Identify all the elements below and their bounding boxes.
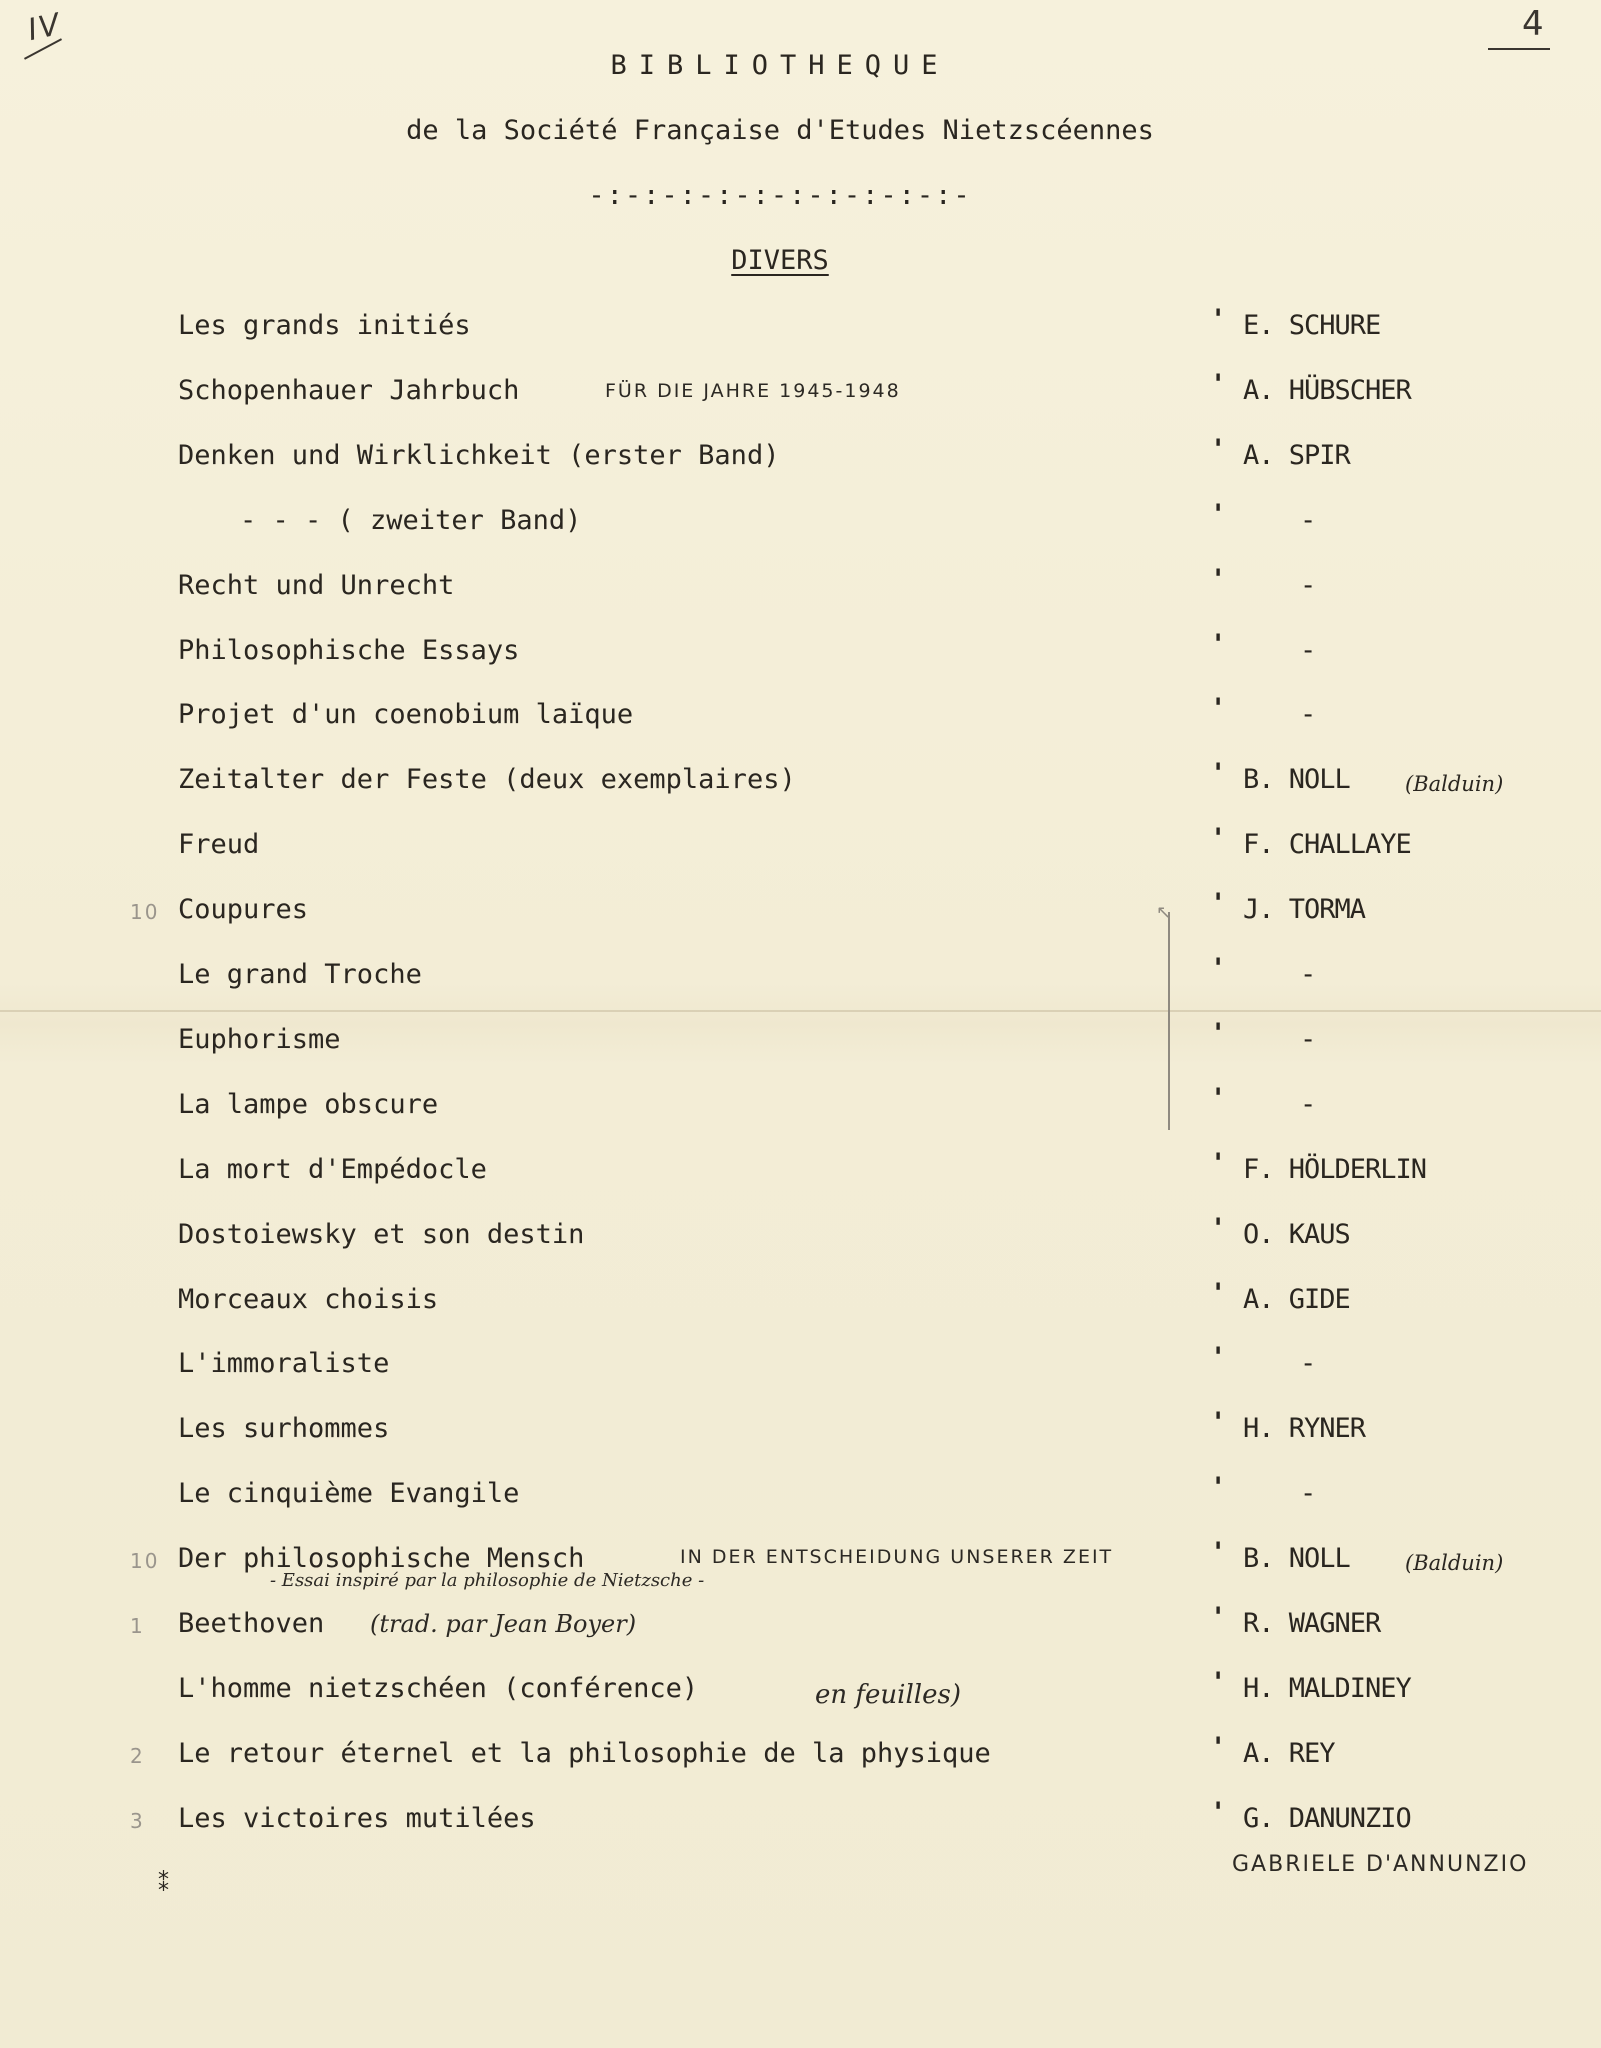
table-row [0,1474,1601,1514]
table-row [0,695,1601,735]
table-row [0,825,1601,865]
book-title: Der philosophische Mensch [178,1543,585,1575]
page-title: BIBLIOTHEQUE [610,50,950,81]
column-tick-mark: ' [1210,368,1227,400]
table-row [0,1731,1601,1774]
handwritten-note: FÜR DIE JAHRE 1945-1948 [605,379,901,402]
page-subtitle: de la Société Française d'Etudes Nietzscéennes [406,115,1154,146]
handwritten-note: (trad. par Jean Boyer) [370,1610,637,1638]
table-row [0,1409,1601,1449]
margin-pencil-mark: 2 [130,1743,145,1768]
page-number-annotation: 4 [1522,4,1546,44]
book-title: Les grands initiés [178,310,471,341]
book-title: Zeitalter der Feste (deux exemplaires) [178,764,796,796]
column-tick-mark: ' [1210,1277,1227,1309]
author-handwritten-note: (Balduin) [1405,772,1504,797]
book-title: Freud [178,829,260,861]
book-title: Philosophische Essays [178,634,520,666]
table-row [0,498,1601,541]
handwritten-note-secondary: - Essai inspiré par la philosophie de Nietzsche - [270,1570,705,1592]
book-author: - [1300,504,1316,536]
separator-line: -:-:-:-:-:-:-:-:-:-:- [588,180,972,211]
book-author: R. WAGNER [1243,1608,1381,1639]
book-author: G. DANUNZIO [1243,1802,1411,1834]
table-row [0,890,1601,930]
book-author: - [1300,699,1316,731]
column-tick-mark: ' [1210,1407,1227,1439]
book-title: L'homme nietzschéen (conférence) [178,1672,699,1704]
bottom-mark: ⁑ [158,1872,169,1897]
table-row [0,1344,1601,1384]
column-tick-mark: ' [1210,1796,1227,1828]
book-author: F. HÖLDERLIN [1243,1153,1427,1185]
book-title: Coupures [178,894,309,926]
table-row [0,1666,1601,1710]
paper-fold [0,1010,1601,1012]
column-tick-mark: ' [1210,498,1227,530]
column-tick-mark: ' [1210,953,1227,984]
margin-pencil-mark: 10 [130,1549,160,1574]
book-author: B. NOLL [1243,1543,1350,1575]
book-author: - [1300,1478,1316,1510]
table-row [0,1537,1601,1592]
table-row [0,1082,1601,1125]
handwritten-note: en feuilles) [815,1679,961,1710]
margin-pencil-mark: 10 [130,900,160,925]
book-author: A. SPIR [1243,439,1350,471]
book-title: Les surhommes [178,1413,390,1445]
book-author: O. KAUS [1243,1218,1350,1250]
book-author: F. CHALLAYE [1243,829,1411,861]
book-author: A. HÜBSCHER [1243,374,1411,406]
table-row [0,1212,1601,1255]
book-title: Le retour éternel et la philosophie de la physique [178,1737,991,1769]
column-tick-mark: ' [1210,1537,1227,1569]
book-title: La mort d'Empédocle [178,1153,487,1185]
book-title: Le grand Troche [178,959,422,990]
handwritten-author-note: GABRIELE D'ANNUNZIO [1232,1852,1529,1877]
table-row [0,1277,1601,1320]
book-title: Dostoiewsky et son destin [178,1218,585,1250]
handwritten-note: IN DER ENTSCHEIDUNG UNSERER ZEIT [680,1546,1114,1569]
column-tick-mark: ' [1210,1731,1227,1763]
column-tick-mark: ' [1210,1472,1227,1504]
table-row [0,760,1601,800]
book-title: Projet d'un coenobium laïque [178,699,634,731]
book-author: A. REY [1243,1737,1335,1769]
column-tick-mark: ' [1210,1342,1227,1374]
column-tick-mark: ' [1210,1212,1227,1244]
book-author: - [1300,959,1316,990]
column-tick-mark: ' [1210,628,1227,660]
column-tick-mark: ' [1210,1017,1227,1049]
book-title: La lampe obscure [178,1088,439,1120]
table-row [0,1147,1601,1190]
book-title: - - - ( zweiter Band) [240,504,582,536]
margin-arrow-icon: ↖ [1156,902,1172,923]
author-handwritten-note: (Balduin) [1405,1551,1504,1576]
column-tick-mark: ' [1210,1082,1227,1114]
column-tick-mark: ' [1210,1602,1227,1633]
book-author: B. NOLL [1243,764,1350,796]
column-tick-mark: ' [1210,433,1227,465]
book-title: Les victoires mutilées [178,1802,536,1834]
column-tick-mark: ' [1210,563,1227,595]
book-title: Beethoven [178,1608,325,1639]
column-tick-mark: ' [1210,888,1227,920]
book-title: Euphorisme [178,1023,341,1055]
book-title: Le cinquième Evangile [178,1478,520,1510]
book-author: - [1300,634,1316,666]
table-row [0,433,1601,476]
column-tick-mark: ' [1210,693,1227,725]
book-author: J. TORMA [1243,894,1366,926]
table-row [0,1017,1601,1060]
margin-pencil-mark: 1 [130,1614,145,1638]
column-tick-mark: ' [1210,1147,1227,1179]
margin-pencil-mark: 3 [130,1808,145,1833]
table-row [0,955,1601,995]
column-tick-mark: ' [1210,758,1227,790]
column-tick-mark: ' [1210,823,1227,855]
roman-numeral-annotation: IV [24,6,65,49]
column-tick-mark: ' [1210,1666,1227,1698]
book-author: H. RYNER [1243,1413,1366,1445]
table-row [0,1796,1601,1839]
section-heading: DIVERS [731,245,829,276]
book-author: E. SCHURE [1243,310,1381,341]
table-row [0,1604,1601,1644]
book-author: H. MALDINEY [1243,1672,1411,1704]
table-row [0,306,1601,346]
book-author: - [1300,569,1316,601]
table-row [0,563,1601,606]
table-row [0,628,1601,671]
book-author: - [1300,1348,1316,1380]
book-author: - [1300,1088,1316,1120]
book-title: Morceaux choisis [178,1283,439,1315]
column-tick-mark: ' [1210,304,1227,335]
book-title: Schopenhauer Jahrbuch [178,374,520,406]
book-title: Denken und Wirklichkeit (erster Band) [178,439,780,471]
book-title: Recht und Unrecht [178,569,455,601]
margin-bracket-mark [1168,912,1176,1130]
book-author: A. GIDE [1243,1283,1350,1315]
book-title: L'immoraliste [178,1348,390,1380]
table-row [0,368,1601,411]
book-author: - [1300,1023,1316,1055]
